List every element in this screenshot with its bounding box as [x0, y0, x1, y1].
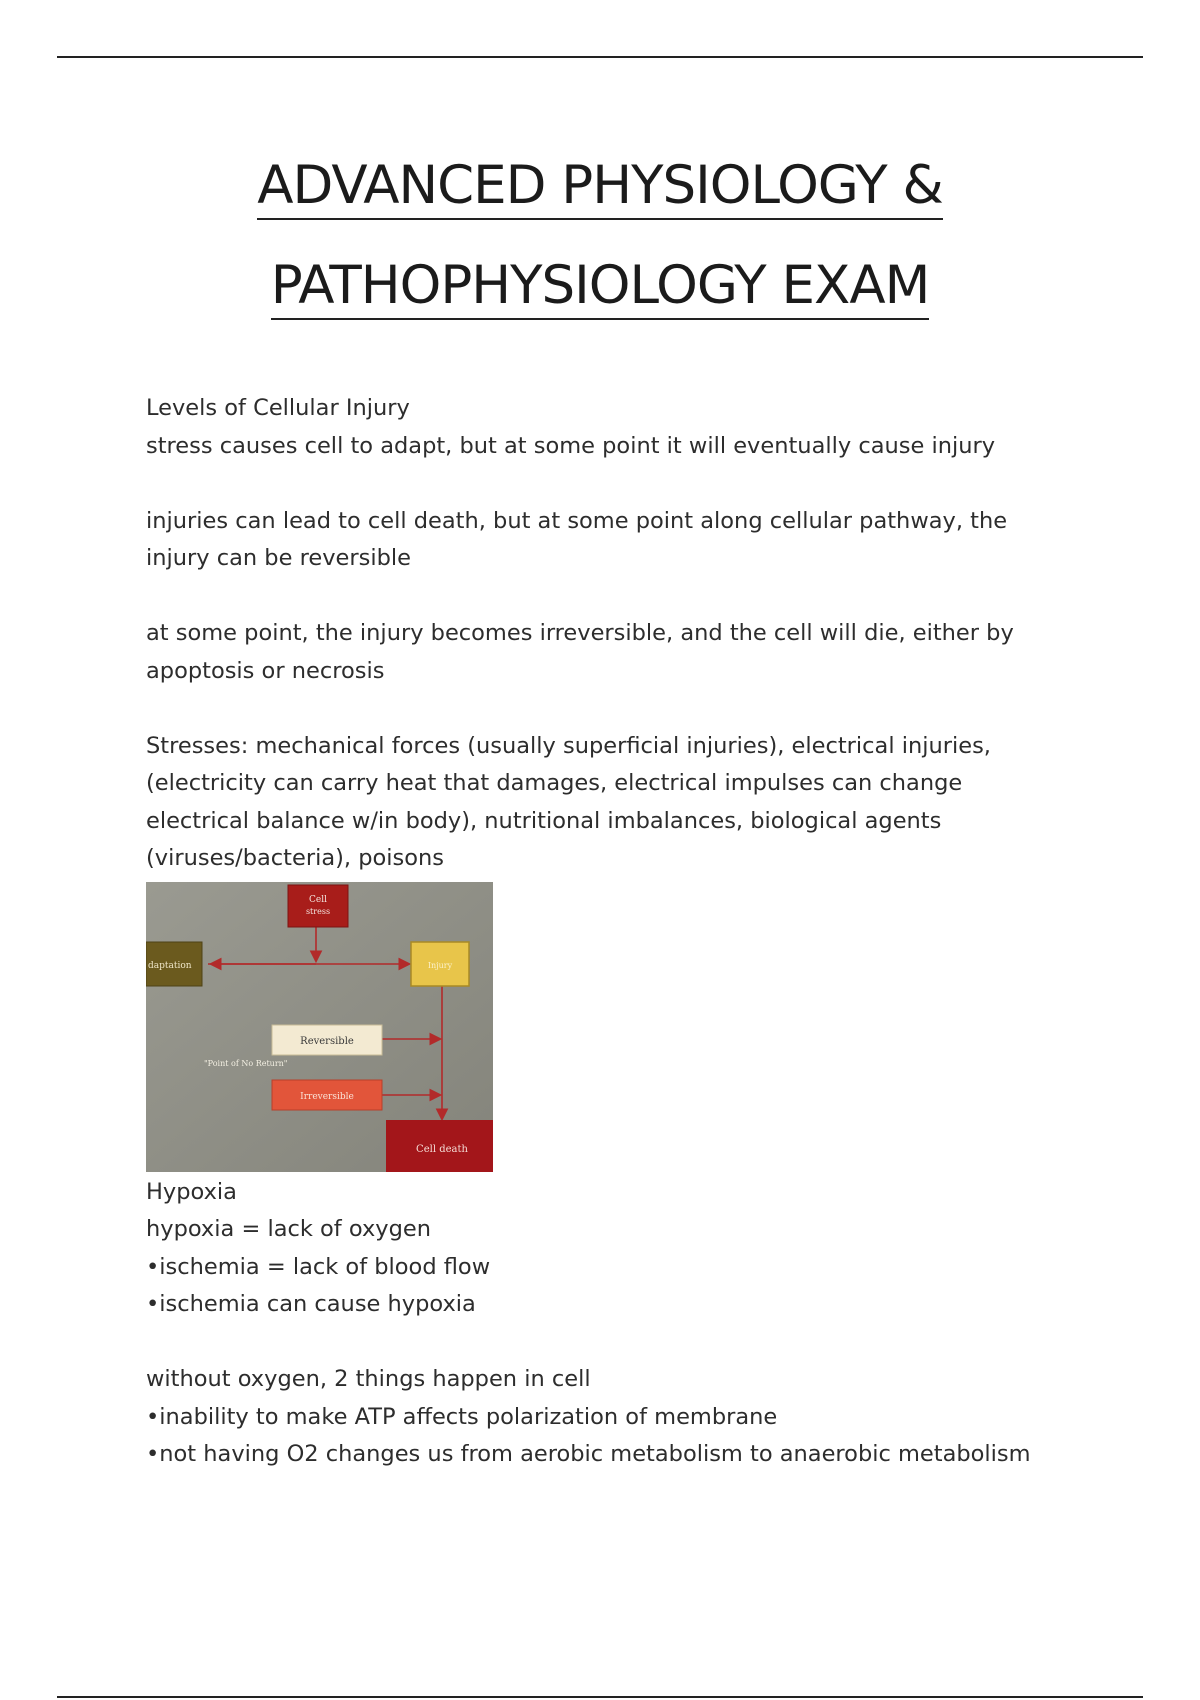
- paragraph-irreversible: at some point, the injury becomes irreversible, and the cell will die, either by apoptosis or necrosis: [146, 620, 1014, 684]
- reversible-label: Reversible: [300, 1035, 354, 1047]
- bullet-atp: •inability to make ATP affects polarization of membrane: [146, 1403, 778, 1430]
- paragraph-injury-reversible: injuries can lead to cell death, but at some point along cellular pathway, the injury can be reversible: [146, 507, 1008, 571]
- hypoxia-definition: hypoxia = lack of oxygen: [146, 1216, 431, 1242]
- document-title: [0, 142, 1200, 342]
- bottom-rule: [57, 1696, 1143, 1698]
- section-heading-cellular-injury: Levels of Cellular Injury: [146, 395, 410, 421]
- cell-injury-diagram: [146, 882, 493, 1172]
- injury-label: Injury: [427, 960, 453, 970]
- top-rule: [57, 56, 1143, 58]
- title-line-1: ADVANCED PHYSIOLOGY &: [257, 154, 943, 220]
- irreversible-label: Irreversible: [300, 1091, 354, 1102]
- bullet-o2-metabolism: •not having O2 changes us from aerobic metabolism to anaerobic metabolism: [146, 1441, 1031, 1467]
- paragraph-without-oxygen: without oxygen, 2 things happen in cell: [146, 1366, 591, 1392]
- document-body: [146, 390, 1066, 1474]
- point-of-no-return-label: "Point of No Return": [204, 1058, 288, 1068]
- adaptation-label: daptation: [148, 960, 192, 971]
- cell-stress-label-2: stress: [305, 906, 331, 916]
- section-heading-hypoxia: Hypoxia: [146, 1178, 237, 1205]
- paragraph-stresses: Stresses: mechanical forces (usually superficial injuries), electrical injuries, (electricity can carry heat that damages, electrical impulses can change electrical balance w/in body), nutritional imbalances, biological agents (viruses/bacteria), poisons: [146, 732, 991, 871]
- cell-stress-box: [288, 885, 348, 927]
- bullet-ischemia-hypoxia: •ischemia can cause hypoxia: [146, 1291, 476, 1317]
- title-line-2: PATHOPHYSIOLOGY EXAM: [271, 254, 930, 320]
- cell-death-label: Cell death: [416, 1143, 468, 1155]
- paragraph-stress: stress causes cell to adapt, but at some point it will eventually cause injury: [146, 432, 996, 459]
- cell-stress-label-1: Cell: [309, 894, 327, 905]
- bullet-ischemia-definition: •ischemia = lack of blood flow: [146, 1253, 491, 1280]
